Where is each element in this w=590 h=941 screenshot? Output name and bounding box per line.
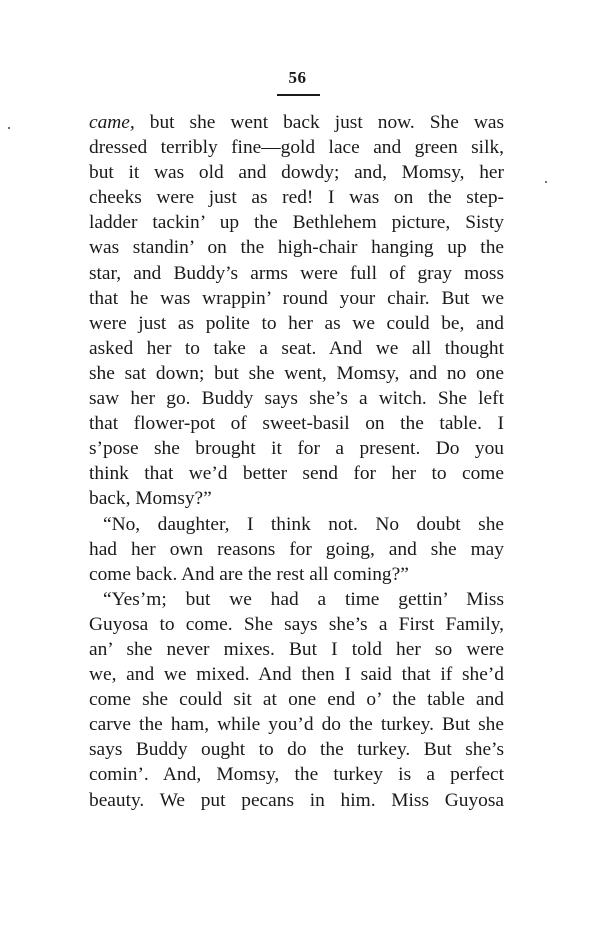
page-number-rule <box>277 94 320 96</box>
paper-speck <box>8 127 10 129</box>
text-line: says Buddy ought to do the turkey. But she’s <box>89 739 504 761</box>
text-line: ladder tackin’ up the Bethlehem picture, Sisty <box>89 212 504 234</box>
page-number: 56 <box>288 68 307 87</box>
text-line: think that we’d better send for her to come <box>89 463 504 485</box>
text-line: beauty. We put pecans in him. Miss Guyosa <box>89 789 504 811</box>
text-line: an’ she never mixes. But I told her so were <box>89 638 504 660</box>
text-line: carve the ham, while you’d do the turkey. But she <box>89 714 504 736</box>
text-line: dressed terribly fine—gold lace and green silk, <box>89 137 504 159</box>
body-text <box>89 110 504 813</box>
italic-word: came, <box>89 112 135 133</box>
paper-speck <box>545 181 547 183</box>
text-line: “No, daughter, I think not. No doubt she <box>103 513 504 535</box>
text-line: come she could sit at one end o’ the table and <box>89 689 504 711</box>
text-line: were just as polite to her as we could be, and <box>89 312 504 334</box>
text-line: had her own reasons for going, and she may <box>89 538 504 560</box>
text-line: that flower-pot of sweet-basil on the table. I <box>89 413 504 435</box>
text-line: s’pose she brought it for a present. Do you <box>89 438 504 460</box>
line-text: but she went back just now. She was <box>134 112 504 133</box>
text-line: saw her go. Buddy says she’s a witch. She left <box>89 388 504 410</box>
text-line: back, Momsy?” <box>89 488 212 510</box>
text-line: comin’. And, Momsy, the turkey is a perfect <box>89 764 504 786</box>
text-line: that he was wrappin’ round your chair. But we <box>89 287 504 309</box>
text-line: star, and Buddy’s arms were full of gray moss <box>89 262 504 284</box>
text-line: come back. And are the rest all coming?” <box>89 563 409 585</box>
text-line: Guyosa to come. She says she’s a First Family, <box>89 613 504 635</box>
text-line: we, and we mixed. And then I said that if she’d <box>89 664 504 686</box>
text-line: was standin’ on the high-chair hanging up the <box>89 237 504 259</box>
text-line: cheeks were just as red! I was on the step- <box>89 187 504 209</box>
text-line: asked her to take a seat. And we all thought <box>89 337 504 359</box>
text-line: but it was old and dowdy; and, Momsy, her <box>89 162 504 184</box>
text-line <box>89 110 504 135</box>
text-line: she sat down; but she went, Momsy, and no one <box>89 362 504 384</box>
text-line: “Yes’m; but we had a time gettin’ Miss <box>103 588 504 610</box>
